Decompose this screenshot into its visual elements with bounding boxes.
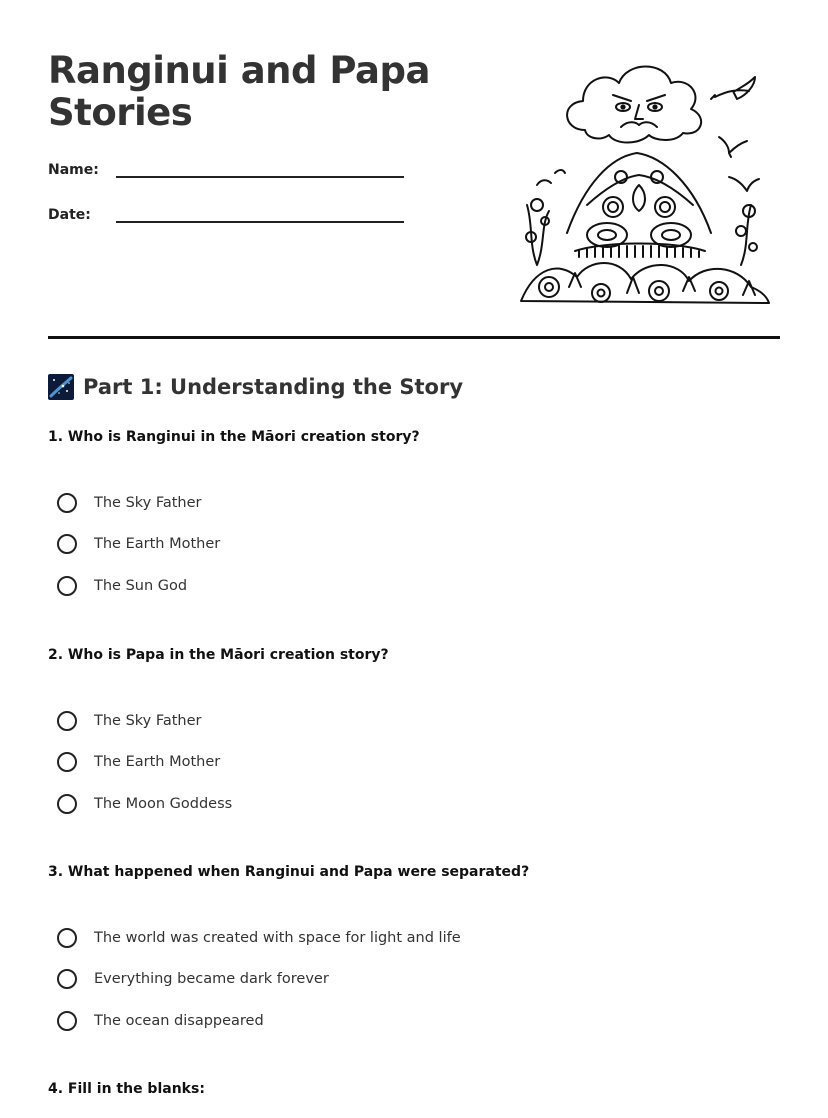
question-1-option-2[interactable] — [57, 524, 220, 566]
option-label: The Sky Father — [94, 712, 202, 729]
question-2-option-2[interactable] — [57, 742, 232, 784]
question-1-option-3[interactable] — [57, 565, 220, 607]
radio-button[interactable] — [57, 534, 77, 554]
radio-button[interactable] — [57, 1011, 77, 1031]
section-heading — [48, 374, 463, 400]
question-3-options — [57, 917, 461, 1042]
radio-button[interactable] — [57, 493, 77, 513]
name-field — [48, 160, 404, 178]
option-label: The Moon Goddess — [94, 795, 233, 812]
date-blank-line[interactable] — [116, 205, 404, 223]
question-1-option-1[interactable] — [57, 482, 220, 524]
question-2-option-3[interactable] — [57, 783, 232, 825]
title-line-2: Stories — [48, 91, 193, 134]
question-4-text: 4. Fill in the blanks: — [48, 1081, 205, 1097]
question-2-text: 2. Who is Papa in the Māori creation story? — [48, 647, 389, 663]
question-2-options — [57, 700, 232, 825]
worksheet-title — [48, 50, 430, 134]
question-2-option-1[interactable] — [57, 700, 232, 742]
option-label: The Sky Father — [94, 494, 202, 511]
sky-father-earth-mother-illustration — [515, 55, 775, 315]
night-sky-icon — [48, 374, 74, 400]
option-label: The Sun God — [94, 577, 188, 594]
radio-button[interactable] — [57, 576, 77, 596]
question-3-option-2[interactable] — [57, 959, 461, 1001]
option-label: The Earth Mother — [94, 536, 221, 553]
radio-button[interactable] — [57, 969, 77, 989]
question-3-option-3[interactable] — [57, 1000, 461, 1042]
question-1-options — [57, 482, 220, 607]
date-label: Date: — [48, 207, 91, 223]
title-line-1: Ranginui and Papa — [48, 49, 430, 92]
question-3-option-1[interactable] — [57, 917, 461, 959]
name-blank-line[interactable] — [116, 160, 404, 178]
name-label: Name: — [48, 162, 99, 178]
date-field — [48, 205, 404, 223]
radio-button[interactable] — [57, 928, 77, 948]
option-label: The Earth Mother — [94, 754, 221, 771]
section-title: Part 1: Understanding the Story — [83, 375, 464, 399]
radio-button[interactable] — [57, 752, 77, 772]
option-label: Everything became dark forever — [94, 971, 329, 988]
section-divider — [48, 336, 780, 339]
option-label: The world was created with space for light and life — [94, 929, 461, 946]
radio-button[interactable] — [57, 711, 77, 731]
question-3-text: 3. What happened when Ranginui and Papa were separated? — [48, 864, 530, 880]
question-1-text: 1. Who is Ranginui in the Māori creation story? — [48, 429, 420, 445]
option-label: The ocean disappeared — [94, 1012, 264, 1029]
radio-button[interactable] — [57, 794, 77, 814]
